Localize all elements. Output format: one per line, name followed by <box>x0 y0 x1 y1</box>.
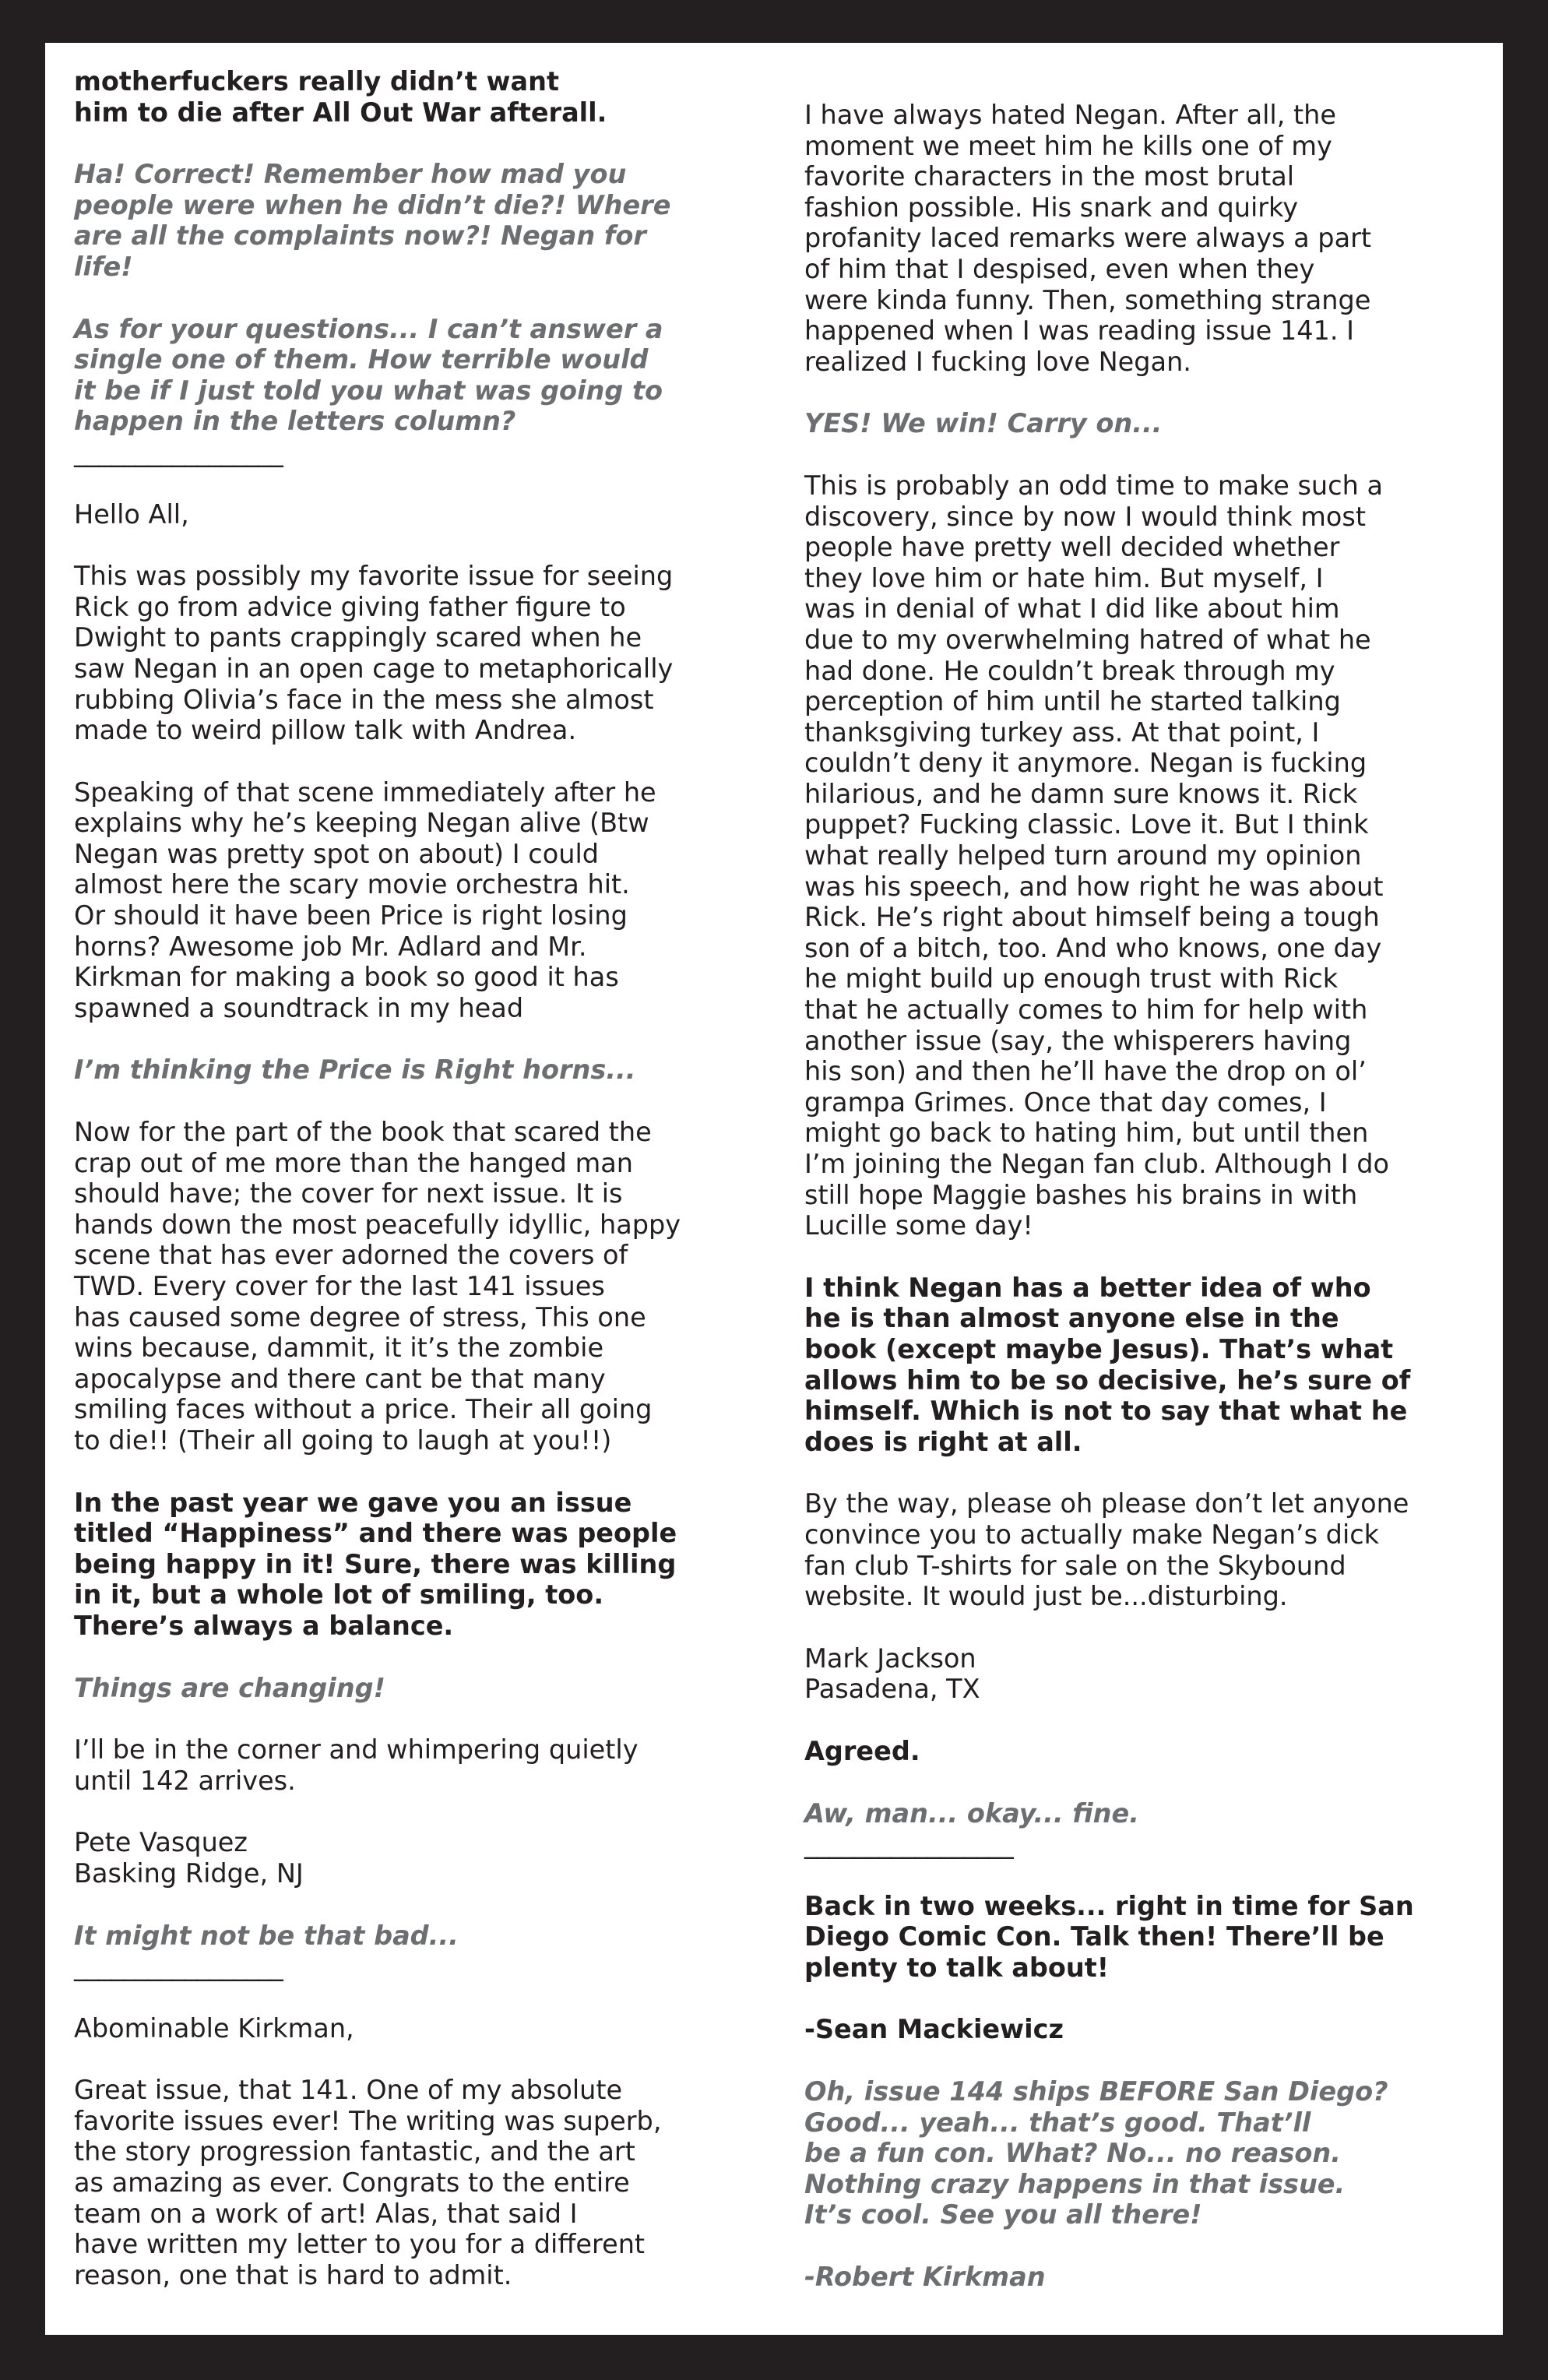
letter-paragraph: This is probably an odd time to make such a discovery, since by now I would think most people have pretty well decided whether they love him or hate him. But myself, I was in denial of what I did like about him due to my overwhelming hatred of what he had done. He couldn’t break through my perception of him until he started talking thanksgiving turkey ass. At that point, I couldn’t deny it anymore. Negan is fucking hilarious, and he damn sure knows it. Rick puppet? Fucking classic. Love it. But I think what really helped turn around my opinion was his speech, and how right he was about Rick. He’s right about himself being a tough son of a bitch, too. And who knows, one day he might build up enough trust with Rick that he actually comes to him for help with another issue (say, the whisperers having his son) and then he’ll have the drop on ol’ grampa Grimes. Once that day comes, I might go back to hating him, but until then I’m joining the Negan fan club. Although I do still hope Maggie bashes his brains in with Lucille some day! <box>804 470 1390 1241</box>
letter-paragraph: Speaking of that scene immediately after he explains why he’s keeping Negan alive (Btw Negan was pretty spot on about) I could almost here the scary movie orchestra hit. Or should it have been Price is right losing horns? Awesome job Mr. Adlard and Mr. Kirkman for making a book so good it has spawned a soundtrack in my head <box>74 776 656 1023</box>
editor-closing: Back in two weeks... right in time for San Diego Comic Con. Talk then! There’ll be plenty to talk about! <box>804 1890 1414 1983</box>
letter-paragraph: I have always hated Negan. After all, the moment we meet him he kills one of my favorite characters in the most brutal fashion possible. His snark and quirky profanity laced remarks were always a part of him that I despised, even when they were kinda funny. Then, something strange happened when I was reading issue 141. I realized I fucking love Negan. <box>804 100 1372 377</box>
letter-paragraph: Great issue, that 141. One of my absolute favorite issues ever! The writing was superb, the story progression fantastic, and the art as amazing as ever. Congrats to the entire team on a work of art! Alas, that said I have written my letter to you for a different reason, one that is hard to admit. <box>74 2075 662 2290</box>
editor-reply: As for your questions... I can’t answer a single one of them. How terrible would it be if I just told you what was going to happen in the letters column? <box>74 313 663 437</box>
editor-signature: -Sean Mackiewicz <box>804 2014 1064 2045</box>
editor-signature: -Robert Kirkman <box>804 2262 1046 2293</box>
separator-rule: _________________ <box>804 1829 1013 1860</box>
letter-signature: Mark Jackson Pasadena, TX <box>804 1642 980 1705</box>
editor-reply: Ha! Correct! Remember how mad you people were when he didn’t die?! Where are all the complaints now?! Negan for life! <box>74 159 671 282</box>
letter-salutation: Hello All, <box>74 498 189 530</box>
separator-rule: _________________ <box>74 436 283 467</box>
letter-fragment: motherfuckers really didn’t want him to die after All Out War afterall. <box>74 66 607 128</box>
left-column <box>74 66 775 2322</box>
right-column <box>804 100 1490 2324</box>
editor-reply: Oh, issue 144 ships BEFORE San Diego? Good... yeah... that’s good. That’ll be a fun con. What? No... no reason. Nothing crazy happens in that issue. It’s cool. See you all there! <box>804 2076 1388 2230</box>
editor-reply-bold: Agreed. <box>804 1735 920 1766</box>
editor-reply-bold: In the past year we gave you an issue titled “Happiness” and there was people being happy in it! Sure, there was killing in it, but a whole lot of smiling, too. There’s always a balance. <box>74 1487 677 1641</box>
letter-signature: Pete Vasquez Basking Ridge, NJ <box>74 1827 304 1889</box>
editor-reply-bold: I think Negan has a better idea of who he is than almost anyone else in the book (except maybe Jesus). That’s what allows him to be so decisive, he’s sure of himself. Which is not to say that what he does is right at all. <box>804 1272 1411 1457</box>
letters-page <box>45 43 1503 2335</box>
letter-paragraph: I’ll be in the corner and whimpering quietly until 142 arrives. <box>74 1734 639 1796</box>
editor-reply: Aw, man... okay... fine. <box>804 1797 1139 1829</box>
editor-reply: YES! We win! Carry on... <box>804 408 1163 439</box>
letter-paragraph: By the way, please oh please don’t let anyone convince you to actually make Negan’s dick fan club T-shirts for sale on the Skybound website. It would just be...disturbing. <box>804 1488 1409 1612</box>
separator-rule: _________________ <box>74 1951 283 1982</box>
letter-paragraph: This was possibly my favorite issue for seeing Rick go from advice giving father figure to Dwight to pants crappingly scared when he saw Negan in an open cage to metaphorically rubbing Olivia’s face in the mess she almost made to weird pillow talk with Andrea. <box>74 561 674 746</box>
editor-reply: Things are changing! <box>74 1672 385 1703</box>
editor-reply: It might not be that bad... <box>74 1920 459 1951</box>
letter-salutation: Abominable Kirkman, <box>74 2012 354 2044</box>
letter-paragraph: Now for the part of the book that scared the crap out of me more than the hanged man should have; the cover for next issue. It is hands down the most peacefully idyllic, happy scene that has ever adorned the covers of TWD. Every cover for the last 141 issues has caused some degree of stress, This one wins because, dammit, it it’s the zombie apocalypse and there cant be that many smiling faces without a price. Their all going to die!! (Their all going to laugh at you!!) <box>74 1117 681 1456</box>
editor-reply: I’m thinking the Price is Right horns... <box>74 1054 636 1086</box>
